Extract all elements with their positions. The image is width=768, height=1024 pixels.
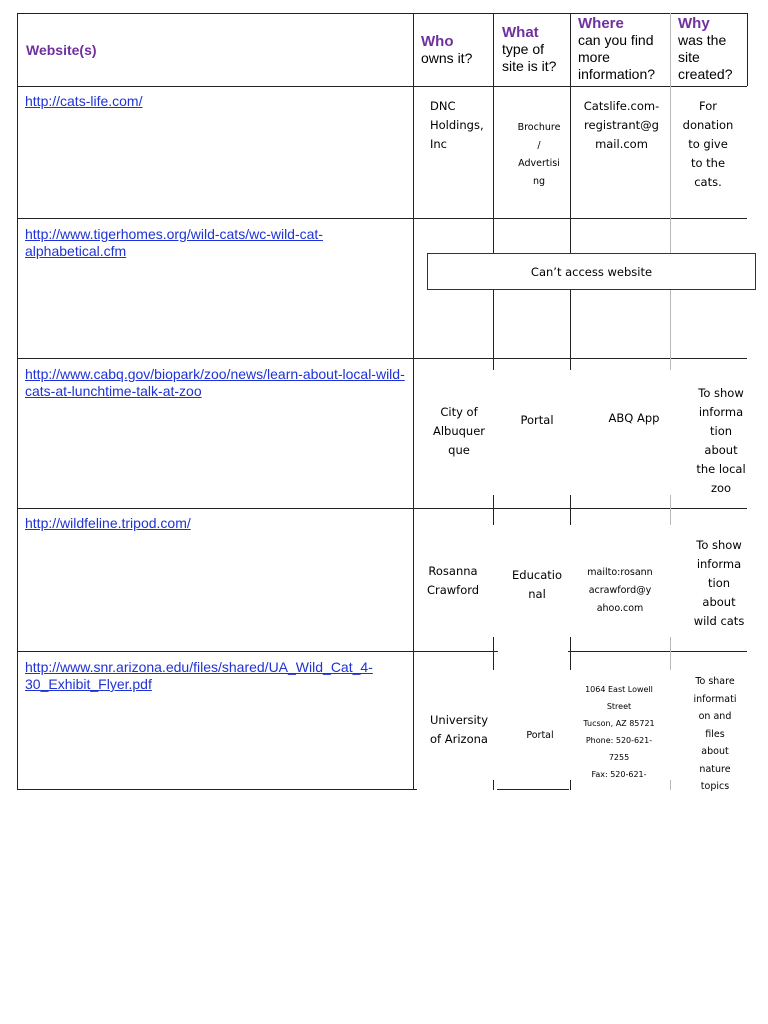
cell-text-line: Street [606, 702, 632, 711]
site-type-cell [500, 727, 580, 745]
website-link[interactable]: http://www.cabq.gov/biopark/zoo/news/learn-about-local-wild-cats-at-lunchtime-talk-at-zoo [25, 366, 405, 399]
cell-text-line: informa [696, 557, 742, 571]
cell-text-line: zoo [710, 481, 732, 495]
cell-text-line: nal [528, 587, 546, 601]
cell-text-line: que [448, 443, 470, 457]
cell-text-line: ng [532, 176, 546, 187]
cell-text-line: mail.com [595, 137, 648, 151]
owner-cell [414, 403, 504, 460]
table-top-border [17, 13, 747, 14]
website-link[interactable]: http://wildfeline.tripod.com/ [25, 515, 191, 531]
cell-text-line: Portal [520, 413, 554, 427]
header-where [578, 15, 655, 83]
cell-text-line: 1064 East Lowell [585, 685, 653, 694]
header-where-line: can you find [578, 32, 654, 48]
site-type-cell [497, 566, 577, 604]
cell-text-line: nature [699, 763, 731, 775]
cell-text-line: ABQ App [608, 411, 660, 425]
table-bottom-border [17, 789, 417, 790]
scan-gap [498, 645, 568, 657]
cell-text-line: acrawford@y [588, 585, 652, 596]
header-what [502, 24, 556, 75]
scan-gap [667, 370, 675, 495]
header-what-line: type of [502, 41, 545, 57]
header-where-line: information? [578, 66, 656, 82]
cell-text-line: tion [707, 576, 731, 590]
info-source-cell [572, 681, 666, 783]
website-link[interactable]: http://cats-life.com/ [25, 93, 143, 109]
cell-text-line: Inc [430, 137, 448, 151]
owner-cell [414, 711, 504, 749]
cell-text-line: about [702, 595, 736, 609]
cell-text-line: Rosanna [428, 564, 478, 578]
header-who-line: owns it? [421, 50, 473, 66]
cell-text-line: Tucson, AZ 85721 [583, 719, 655, 728]
purpose-cell [674, 536, 764, 631]
header-why-title: Why [678, 15, 710, 32]
cell-text-line: Catslife.com- [583, 99, 660, 113]
owner-cell [430, 97, 484, 154]
header-why-line: was the [678, 32, 727, 48]
purpose-cell [675, 384, 767, 498]
cell-text-line: about [704, 443, 738, 457]
cell-text-line: Educatio [512, 568, 562, 582]
header-where-line: more [578, 49, 610, 65]
header-where-title: Where [578, 15, 624, 32]
header-why [678, 15, 732, 83]
purpose-cell [674, 97, 742, 192]
cell-text-line: files [705, 728, 725, 740]
site-type-cell [496, 119, 582, 191]
column-divider-website [413, 13, 414, 790]
no-access-note: Can’t access website [427, 253, 756, 290]
info-source-cell [572, 564, 668, 618]
cell-text-line: Albuquer [432, 424, 486, 438]
cell-text-line: the local [696, 462, 746, 476]
scan-gap [567, 370, 577, 495]
owner-cell [410, 562, 496, 600]
cell-text-line: Phone: 520-621- [585, 736, 653, 745]
cell-text-line: topics [700, 781, 730, 792]
cell-text-line: Crawford [426, 583, 480, 597]
cell-text-line: To share [695, 676, 735, 687]
cell-text-line: University [429, 713, 488, 727]
cell-text-line: tion [709, 424, 733, 438]
info-source-cell [574, 97, 669, 154]
cell-text-line: informa [698, 405, 744, 419]
cell-text-line: donation [682, 118, 734, 132]
purpose-cell [674, 673, 756, 796]
cell-text-line: to give [688, 137, 728, 151]
cell-text-line: Portal [526, 730, 554, 741]
header-what-title: What [502, 24, 539, 41]
header-website: Website(s) [26, 42, 97, 58]
cell-text-line: To show [696, 538, 742, 552]
cell-text-line: 7255 [608, 753, 630, 762]
cell-text-line: to the [690, 156, 726, 170]
website-link[interactable]: http://www.tigerhomes.org/wild-cats/wc-wild-cat-alphabetical.cfm [25, 226, 323, 259]
cell-text-line: DNC [430, 99, 456, 113]
header-why-line: created? [678, 66, 733, 82]
cell-text-line: For [699, 99, 717, 113]
table-left-border [17, 13, 18, 790]
cell-text-line: mailto:rosann [587, 567, 653, 578]
cell-text-line: registrant@g [584, 118, 659, 132]
cell-text-line: on and [698, 711, 732, 722]
website-link[interactable]: http://www.snr.arizona.edu/files/shared/UA_Wild_Cat_4-30_Exhibit_Flyer.pdf [25, 659, 373, 692]
cell-text-line: Advertisi [518, 158, 560, 169]
row4-bottom-border [17, 651, 747, 652]
cell-text-line: City of [440, 405, 478, 419]
cell-text-line: Fax: 520-621- [591, 770, 647, 779]
header-who [421, 33, 472, 67]
cell-text-line: / [537, 140, 541, 151]
info-source-cell [584, 409, 684, 428]
cell-text-line: cats. [694, 175, 722, 189]
table-right-border [747, 13, 748, 86]
header-who-title: Who [421, 33, 454, 50]
cell-text-line: ahoo.com [596, 603, 644, 614]
row3-bottom-border [17, 508, 747, 509]
row1-bottom-border [17, 218, 747, 219]
cell-text-line: wild cats [693, 614, 745, 628]
cell-text-line: of Arizona [430, 732, 488, 746]
cell-text-line: about [701, 746, 729, 757]
header-what-line: site is it? [502, 58, 557, 74]
cell-text-line: informati [693, 693, 737, 705]
row2-bottom-border [17, 358, 747, 359]
cell-text-line: To show [698, 386, 744, 400]
header-bottom-border [17, 86, 747, 87]
site-type-cell [497, 411, 577, 430]
cell-text-line: Brochure [517, 122, 561, 133]
header-why-line: site [678, 49, 700, 65]
cell-text-line: Holdings, [430, 118, 484, 132]
table-bottom-border-segment [497, 789, 569, 790]
